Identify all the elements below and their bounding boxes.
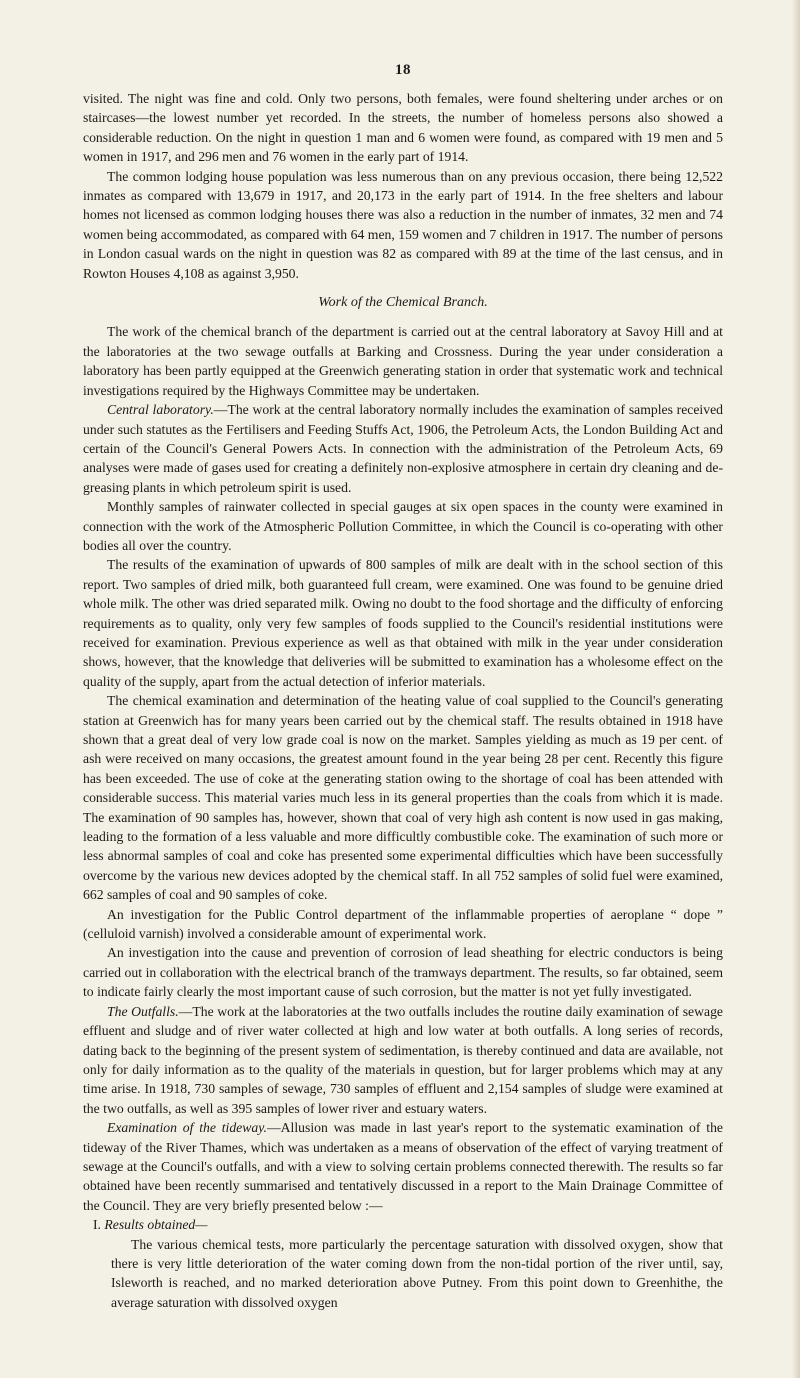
paragraph-lodging-houses: The common lodging house population was less numerous than on any previous occasion, there being 12,522 inmates as compared with 13,679 in 1917, and 20,173 in the early part of 1914. In the free shelters and labour homes not licensed as common lodging houses there was also a reduction in the number of inmates, 32 men and 74 women being accommodated, as compared with 64 men, 159 women and 7 children in 1917. The number of persons in London casual wards on the night in question was 82 as compared with 89 at the time of the last census, and in Rowton Houses 4,108 as against 3,950. (83, 168, 723, 281)
paragraph-rainwater-samples: Monthly samples of rainwater collected in special gauges at six open spaces in the county were examined in connection with the work of the Atmospheric Pollution Committee, in which the Council is co-operating with other bodies all over the country. (83, 499, 723, 553)
paragraph-homeless-continued: visited. The night was fine and cold. Only two persons, both females, were found sheltering under arches or on staircases—the lowest number yet recorded. In the streets, the number of homeless persons also showed a considerable reduction. On the night in question 1 man and 6 women were found, as compared with 19 men and 5 women in 1917, and 296 men and 76 women in the early part of 1914. (83, 91, 723, 165)
results-numeral: I. (93, 1217, 101, 1233)
paragraph-outfalls-text: —The work at the laboratories at the two outfalls includes the routine daily examination of sewage effluent and sludge and of river water collected at high and low water at both outfalls. A long series of records, dating back to the beginning of the present system of sedimentation, is thereby continued and data are available, not only for daily information as to the quality of the materials in question, but for larger problems which may at any time arise. In 1918, 730 samples of sewage, 730 samples of effluent and 2,154 samples of sludge were examined at the two outfalls, as well as 395 samples of lower river and estuary waters. (83, 1003, 723, 1116)
results-heading-text: Results obtained— (104, 1217, 208, 1233)
run-in-heading-central-laboratory: Central laboratory. (107, 402, 214, 418)
paragraph-results: The various chemical tests, more particularly the percentage saturation with dissolved oxygen, show that there is very little deterioration of the water coming down from the non-tidal portion of the river until, say, Isleworth is reached, and no marked deterioration above Putney. From this point down to Greenhithe, the average saturation with dissolved oxygen (111, 1236, 723, 1310)
paragraph-lead-corrosion: An investigation into the cause and prevention of corrosion of lead sheathing for electric conductors is being carried out in collaboration with the electrical branch of the tramways department. The results, so far obtained, seem to indicate fairly clearly the most important cause of such corrosion, but the matter is not yet fully investigated. (83, 945, 723, 1000)
paragraph-aeroplane-dope: An investigation for the Public Control department of the inflammable properties of aeroplane “ dope ” (celluloid varnish) involved a considerable amount of experimental work. (83, 906, 723, 942)
paragraph-tideway (83, 1118, 723, 1215)
results-heading (83, 1215, 723, 1234)
paragraph-central-laboratory (83, 400, 723, 497)
run-in-heading-outfalls: The Outfalls. (107, 1003, 179, 1019)
page-number: 18 (395, 62, 411, 78)
paragraph-milk-samples: The results of the examination of upwards of 800 samples of milk are dealt with in the school section of this report. Two samples of dried milk, both guaranteed full cream, were examined. One was found to be genuine dried whole milk. The other was dried separated milk. Owing no doubt to the food shortage and the difficulty of enforcing requirements as to quality, only very few samples of foods supplied to the Council's residential institutions were received for examination. Previous experience as well as that obtained with milk in the year under consideration shows, however, that the knowledge that deliveries will be submitted to examination has a wholesome effect on the quality of the supply, apart from the actual detection of inferior materials. (83, 557, 723, 689)
paragraph-coal-examination: The chemical examination and determination of the heating value of coal supplied to the Council's generating station at Greenwich has for many years been carried out by the chemical staff. The results obtained in 1918 have shown that a great deal of very low grade coal is now on the market. Samples yielding as much as 19 per cent. of ash were received on many occasions, the greatest amount found in the year being 28 per cent. Recently this figure has been exceeded. The use of coke at the generating station owing to the shortage of coal has been attended with considerable success. This material varies much less in its general properties than the coals from which it is made. The examination of 90 samples has, however, shown that coal of very high ash content is now used in gas making, leading to the formation of a less valuable and more difficultly combustible coke. The examination of such more or less abnormal samples of coal and coke has presented some experimental difficulties which have been successfully overcome by the various new devices adopted by the chemical staff. In all 752 samples of solid fuel were examined, 662 samples of coal and 90 samples of coke. (83, 693, 723, 903)
paragraph-tideway-text: —Allusion was made in last year's report to the systematic examination of the tideway of the River Thames, which was undertaken as a means of observation of the effect of varying treatment of sewage at the Council's outfalls, and with a view to solving certain problems connected therewith. The results so far obtained have been recently summarised and tentatively discussed in a report to the Main Drainage Committee of the Council. They are very briefly presented below :— (83, 1120, 723, 1213)
run-in-heading-tideway: Examination of the tideway. (107, 1120, 267, 1136)
section-heading-chemical-branch: Work of the Chemical Branch. (318, 295, 488, 311)
paragraph-chemical-branch-intro: The work of the chemical branch of the department is carried out at the central laboratory at Savoy Hill and at the laboratories at the two sewage outfalls at Barking and Crossness. During the year under consideration a laboratory has been partly equipped at the Greenwich generating station in order that systematic work and technical investigations required by the Highways Committee may be undertaken. (83, 324, 723, 398)
body-text (83, 89, 723, 1312)
page-edge-shadow (792, 0, 800, 1378)
paragraph-outfalls (83, 1002, 723, 1118)
paragraph-central-laboratory-text: —The work at the central laboratory normally includes the examination of samples received under such statutes as the Fertilisers and Feeding Stuffs Act, 1906, the Petroleum Acts, the London Building Act and certain of the Council's General Powers Acts. In connection with the administration of the Petroleum Acts, 69 analyses were made of gases used for creating a definitely non-explosive atmosphere in certain dry cleaning and de-greasing plants in which petroleum spirit is used. (83, 402, 723, 495)
